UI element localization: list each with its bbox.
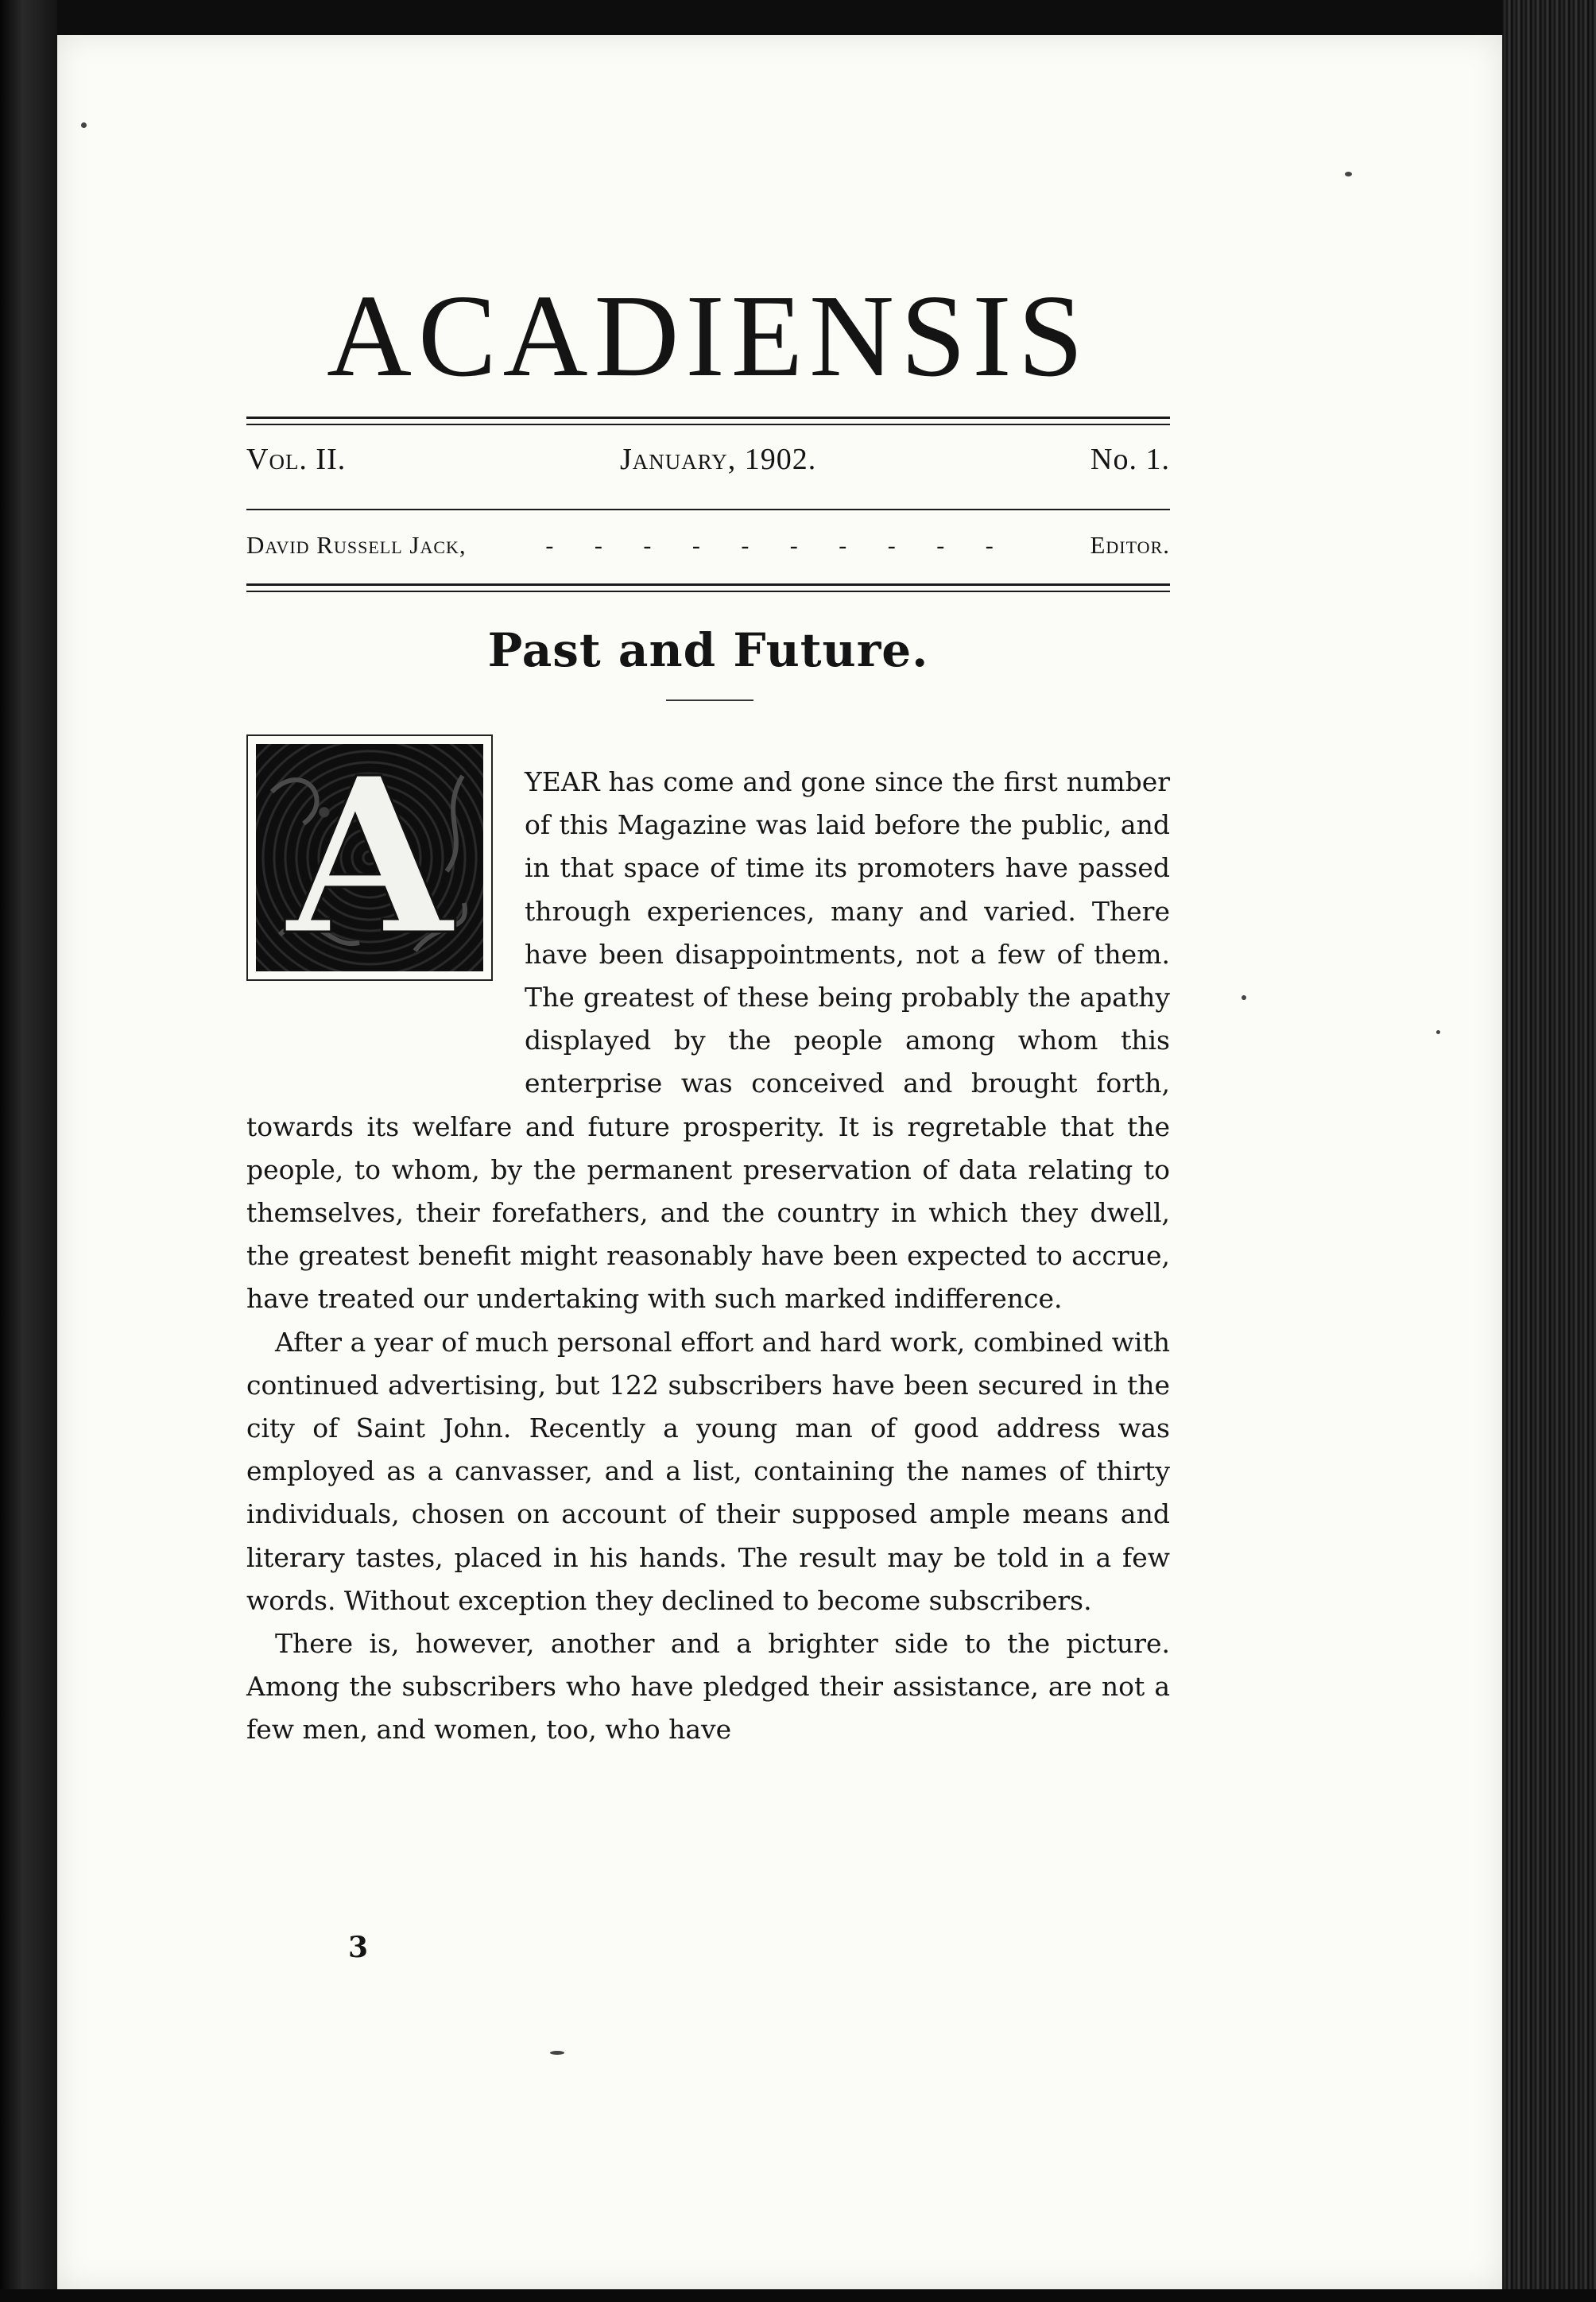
issue-info-row [246,442,1170,477]
paragraph-2: After a year of much personal effort and hard work, combined with continued advertising, but 122 subscribers have been secured in the city of Saint John. Recently a young man of good address was employed as a canvasser, and a list, containing the names of thirty individuals, chosen on account of their supposed ample means and literary tastes, placed in his hands. The result may be told in a few words. Without exception they declined to become subscribers. [246,1326,1170,1616]
masthead-rule-bottom [246,583,1170,592]
document-page [57,35,1502,2289]
issue-number: No. 1. [1090,443,1170,476]
editor-row [246,531,1170,560]
scan-border-top [0,0,1596,35]
drop-cap-letter: A [286,744,453,971]
speck [1242,995,1246,1000]
masthead-rule-top [246,417,1170,425]
speck [550,2051,564,2055]
speck [1436,1030,1440,1034]
scan-border-left [0,0,57,2302]
volume-label: Vol. II. [246,443,347,476]
leader-dashes: - - - - - - - - - - [545,533,1011,559]
page-number: 3 [348,1931,369,1964]
editor-role: Editor. [1090,531,1170,559]
scan-border-bottom [0,2289,1596,2302]
paragraph-1: YEAR has come and gone since the first number of this Magazine was laid before the public, and in that space of time its promoters have passed through experiences, many and varied. There have been disappointments, not a few of them. The greatest of these being probably the apathy displayed by the people among whom this enterprise was conceived and brought forth, towards its welfare and future prosperity. It is regretable that the people, to whom, by the permanent preservation of data relating to themselves, their forefathers, and the country in which they dwell, the greatest benefit might reasonably have been expected to accrue, have treated our undertaking with such marked indifference. [246,766,1170,1315]
issue-date: January, 1902. [619,443,817,476]
paragraph-3: There is, however, another and a brighter side to the picture. Among the subscribers who have pledged their assistance, are not a few men, and women, too, who have [246,1628,1170,1746]
title-underline [666,700,753,701]
article-body [246,761,1170,1752]
masthead-rule-middle [246,509,1170,510]
speck [1345,172,1352,176]
speck [81,122,87,128]
article-title: Past and Future. [487,623,929,677]
book-edge-right [1502,0,1596,2302]
magazine-title: ACADIENSIS [327,271,1090,401]
editor-name: David Russell Jack, [246,531,467,559]
